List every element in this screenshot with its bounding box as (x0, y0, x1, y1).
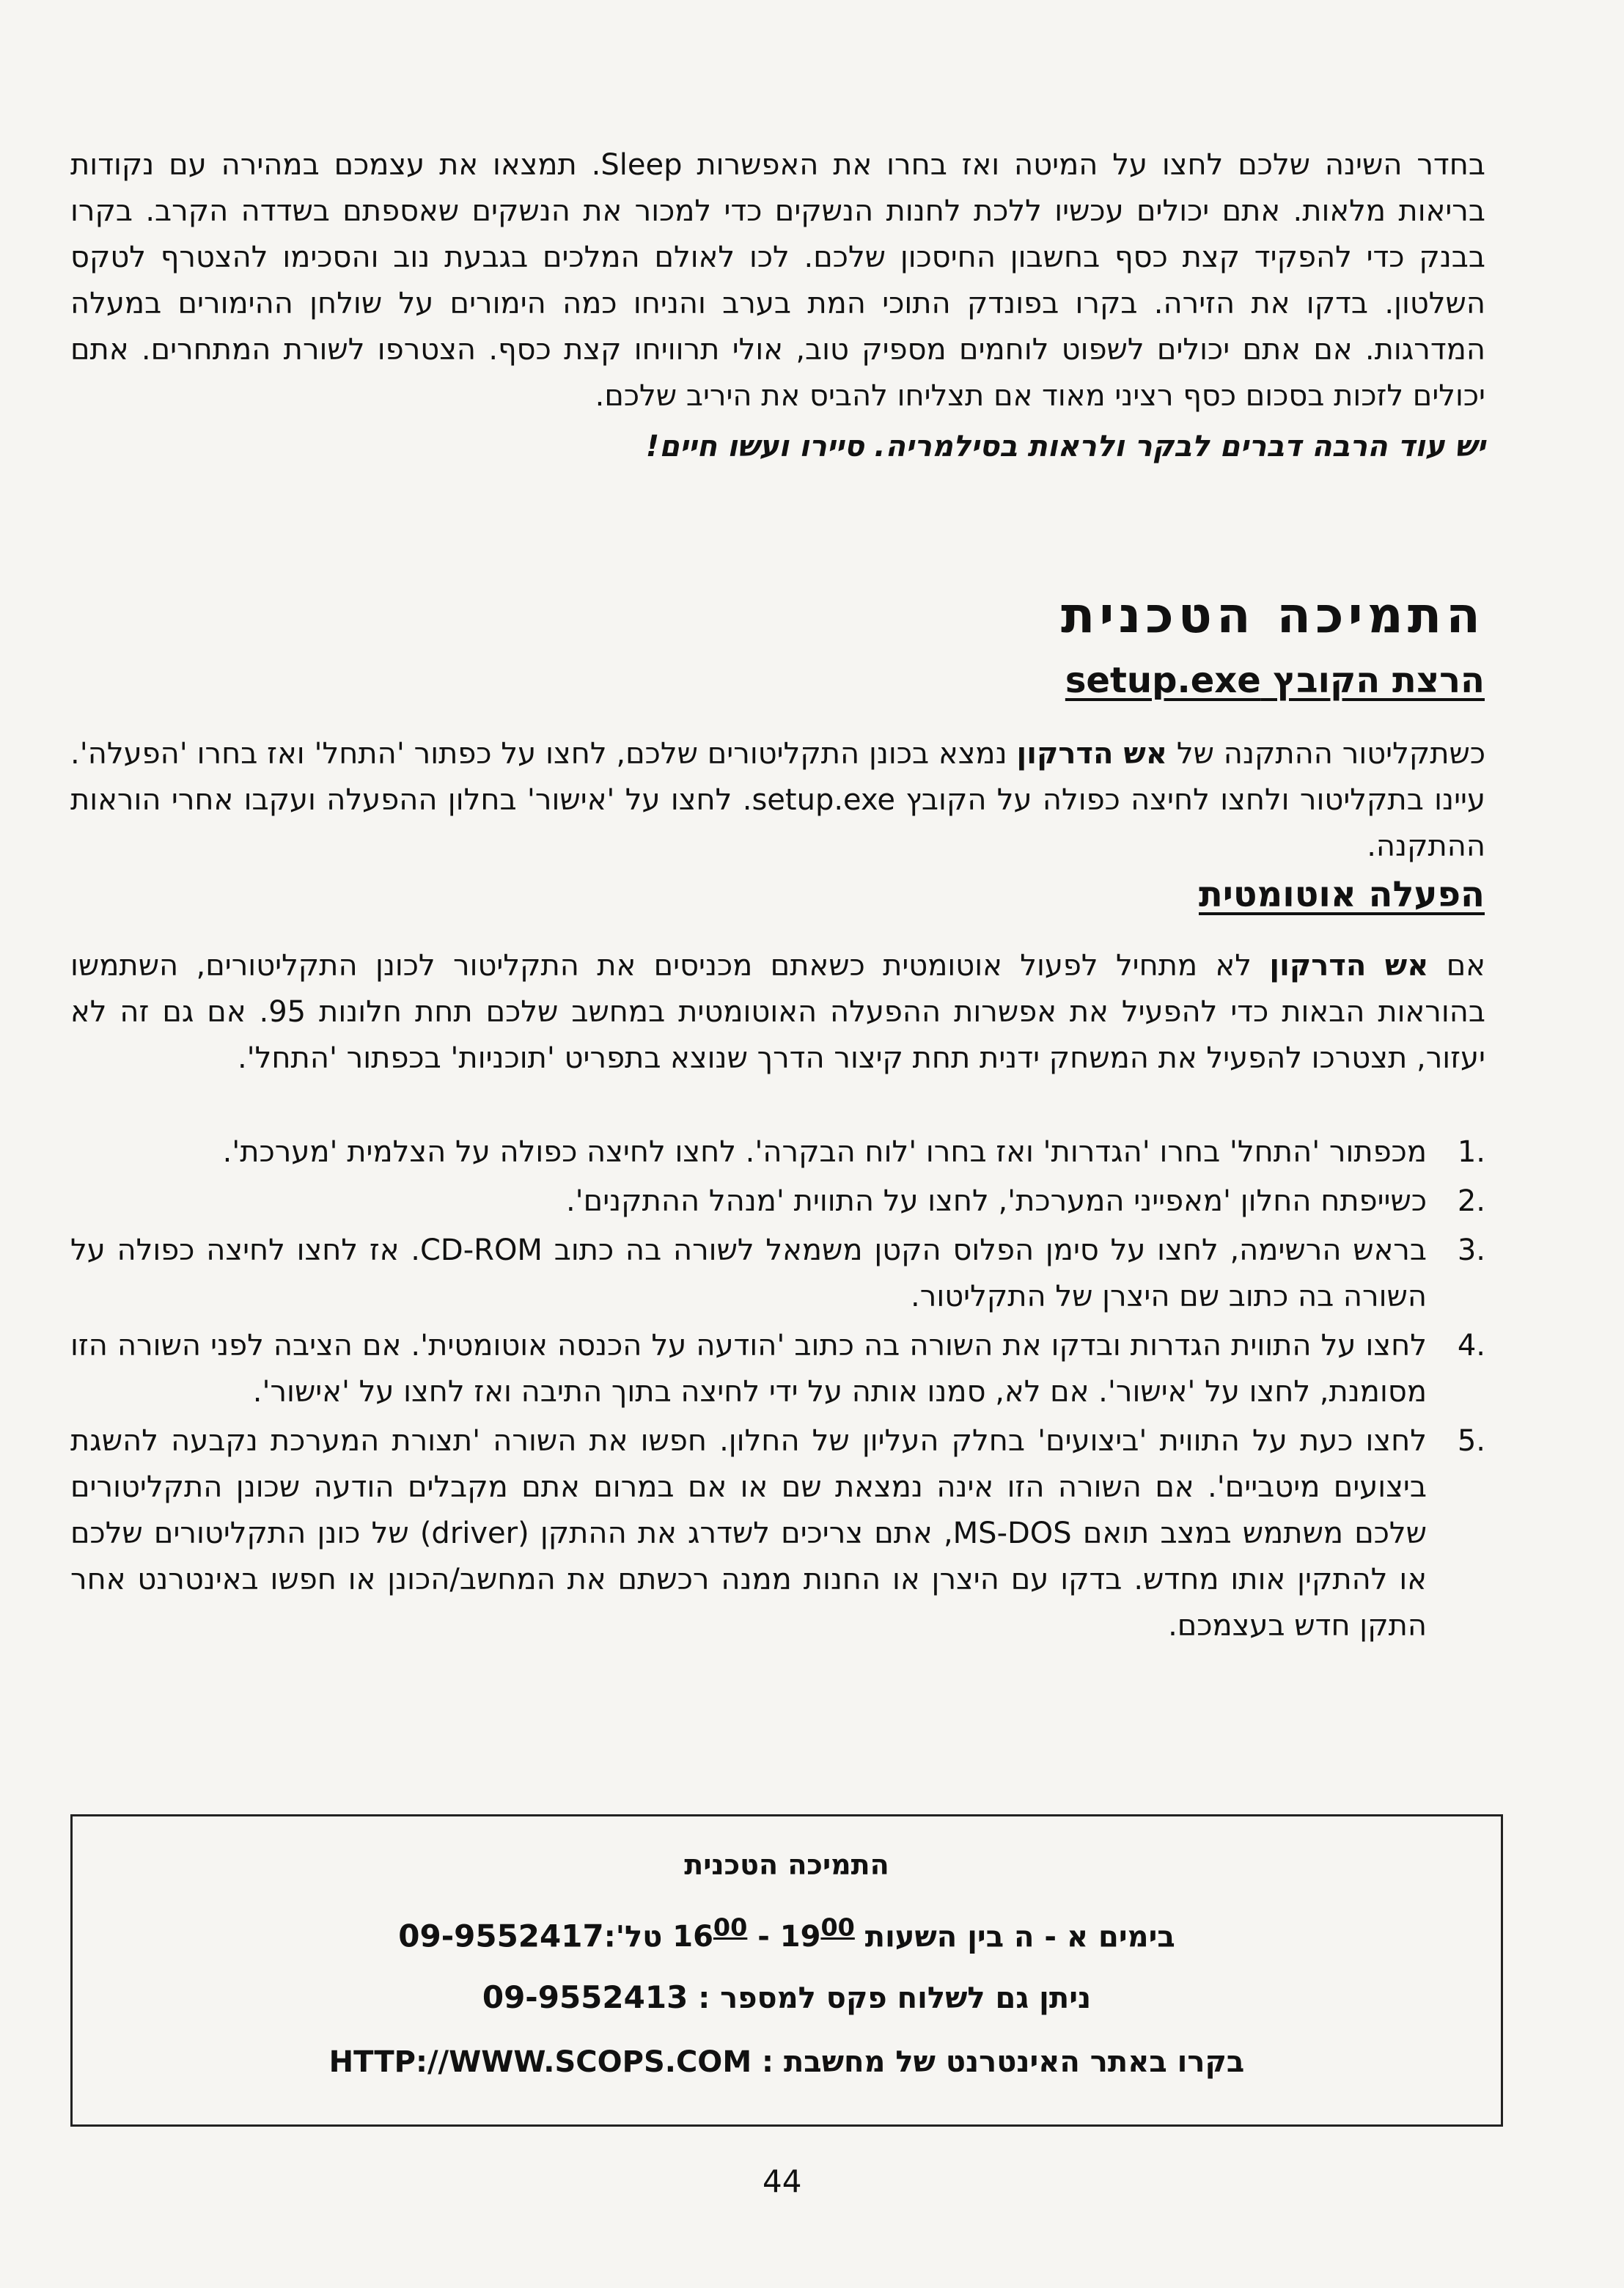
section-title: התמיכה הטכנית (1060, 587, 1485, 645)
setup-text-end: נמצא בכונן התקליטורים שלכם, לחצו על כפתור 'התחל' ואז בחרו 'הפעלה'. עיינו בתקליטור ולחצו לחיצה כפולה על הקובץ setup.exe. לחצו על 'אישור' בחלון ההפעלה ועקבו אחרי הוראות ההתקנה. (70, 737, 1486, 863)
step-number: 3. (1457, 1233, 1485, 1267)
autorun-text-end: לא מתחיל לפעול אוטומטית כשאתם מכניסים את התקליטור לכונן התקליטורים, השתמשו בהוראות הבאות כדי להפעיל את אפשרות ההפעלה האוטומטית במחשב שלכם תחת חלונות 95. אם גם זה לא יעזור, תצטרכו להפעיל את המשחק ידנית תחת קיצור הדרך שנוצא בתפריט 'תוכניות' בכפתור 'התחל'. (70, 949, 1485, 1075)
intro-section (70, 142, 1485, 470)
setup-text-start: כשתקליטור ההתקנה של (1167, 737, 1486, 771)
support-hours (73, 1913, 1501, 1954)
game-name: אש הדרקון (1269, 949, 1429, 983)
hours-days: בימים א - ה בין השעות (854, 1920, 1175, 1954)
setup-heading: הרצת הקובץ setup.exe (1065, 660, 1485, 701)
hours-from-minutes: 00 (713, 1913, 748, 1942)
step-number: 4. (1457, 1329, 1485, 1363)
intro-paragraph: בחדר השינה שלכם לחצו על המיטה ואז בחרו את האפשרות Sleep. תמצאו את עצמכם במהירה עם נקודות בריאות מלאות. אתם יכולים עכשיו ללכת לחנות הנשקים כדי למכור את הנשקים שאספתם בשדדה הקרב. בקרו בבנק כדי להפקיד קצת כסף בחשבון החיסכון שלכם. לכו לאולם המלכים בגבעת נוב והסכימו להצטרף לטקס השלטון. בדקו את הזירה. בקרו בפונדק התוכי המת בערב והניחו כמה הימורים על שולחן ההימורים במעלה המדרגות. אם אתם יכולים לשפוט לוחמים מספיק טוב, אולי תרוויחו קצת כסף. הצטרפו לשורת המתחרים. אתם יכולים לזכות בסכום כסף רציני מאוד אם תצליחו להביס את היריב שלכם. (70, 148, 1485, 413)
step-text: כשייפתח החלון 'מאפייני המערכת', לחצו על התווית 'מנהל ההתקנים'. (565, 1184, 1427, 1218)
list-item (70, 1228, 1485, 1320)
fax-label: ניתן גם לשלוח פקס למספר : (688, 1981, 1092, 2015)
autorun-steps-list (70, 1129, 1485, 1652)
step-number: 2. (1457, 1184, 1485, 1218)
step-text: לחצו כעת על התווית 'ביצועים' בחלק העליון של החלון. חפשו את השורה 'תצורת המערכת נקבעה להשגת ביצועים מיטביים'. אם השורה הזו אינה נמצאת שם או אם במרום אתם מקבלים הודעה שכונן התקליטורים שלכם משתמש במצב תואם MS-DOS, אתם צריכים לשדרג את ההתקן (driver) של כונן התקליטורים שלכם או להתקין אותו מחדש. בדקו עם היצרן או החנות ממנה רכשתם את המחשב/הכונן או חפשו באינטרנט אחר התקן חדש בעצמכם. (70, 1424, 1428, 1643)
box-title: התמיכה הטכנית (684, 1849, 889, 1881)
support-website (73, 2045, 1501, 2079)
hours-range (672, 1913, 855, 1954)
web-label: בקרו באתר האינטרנט של מחשבת : (752, 2045, 1245, 2079)
list-item (70, 1129, 1485, 1176)
step-text: מכפתור 'התחל' בחרו 'הגדרות' ואז בחרו 'לוח הבקרה'. לחצו לחיצה כפולה על הצלמית 'מערכת'. (222, 1135, 1427, 1169)
step-text: בראש הרשימה, לחצו על סימן הפלוס הקטן משמאל לשורה בה כתוב CD-ROM. אז לחצו לחיצה כפולה על השורה בה כתוב שם היצרן של התקליטור. (70, 1233, 1428, 1313)
web-url[interactable]: HTTP://WWW.SCOPS.COM (328, 2045, 752, 2079)
list-item (70, 1323, 1485, 1415)
hours-to-minutes: 00 (820, 1913, 855, 1942)
autorun-text-start: אם (1428, 949, 1485, 983)
hours-from: 16 (672, 1920, 713, 1954)
hours-separator: - (747, 1920, 780, 1954)
support-fax (73, 1979, 1501, 2015)
autorun-heading: הפעלה אוטומטית (1199, 874, 1485, 915)
step-number: 1. (1457, 1135, 1485, 1169)
fax-number: 09-9552413 (482, 1979, 688, 2015)
tel-label: טל': (603, 1920, 673, 1954)
setup-paragraph (70, 731, 1485, 870)
hours-to: 19 (779, 1920, 821, 1954)
step-number: 5. (1457, 1424, 1485, 1458)
support-contact-box (70, 1814, 1503, 2127)
page-number: 44 (763, 2163, 802, 2199)
game-name: אש הדרקון (1016, 737, 1168, 771)
intro-emphasis: יש עוד הרבה דברים לבקר ולראות בסילמריה. סיירו ועשו חיים! (645, 430, 1485, 463)
list-item (70, 1178, 1485, 1225)
list-item (70, 1418, 1485, 1649)
autorun-paragraph (70, 943, 1485, 1082)
step-text: לחצו על התווית הגדרות ובדקו את השורה בה כתוב 'הודעה על הכנסה אוטומטית'. אם הציבה לפני השורה הזו מסומנת, לחצו על 'אישור'. אם לא, סמנו אותה על ידי לחיצה בתוך התיבה ואז לחצו על 'אישור'. (70, 1329, 1427, 1409)
tel-number: 09-9552417 (398, 1918, 604, 1954)
